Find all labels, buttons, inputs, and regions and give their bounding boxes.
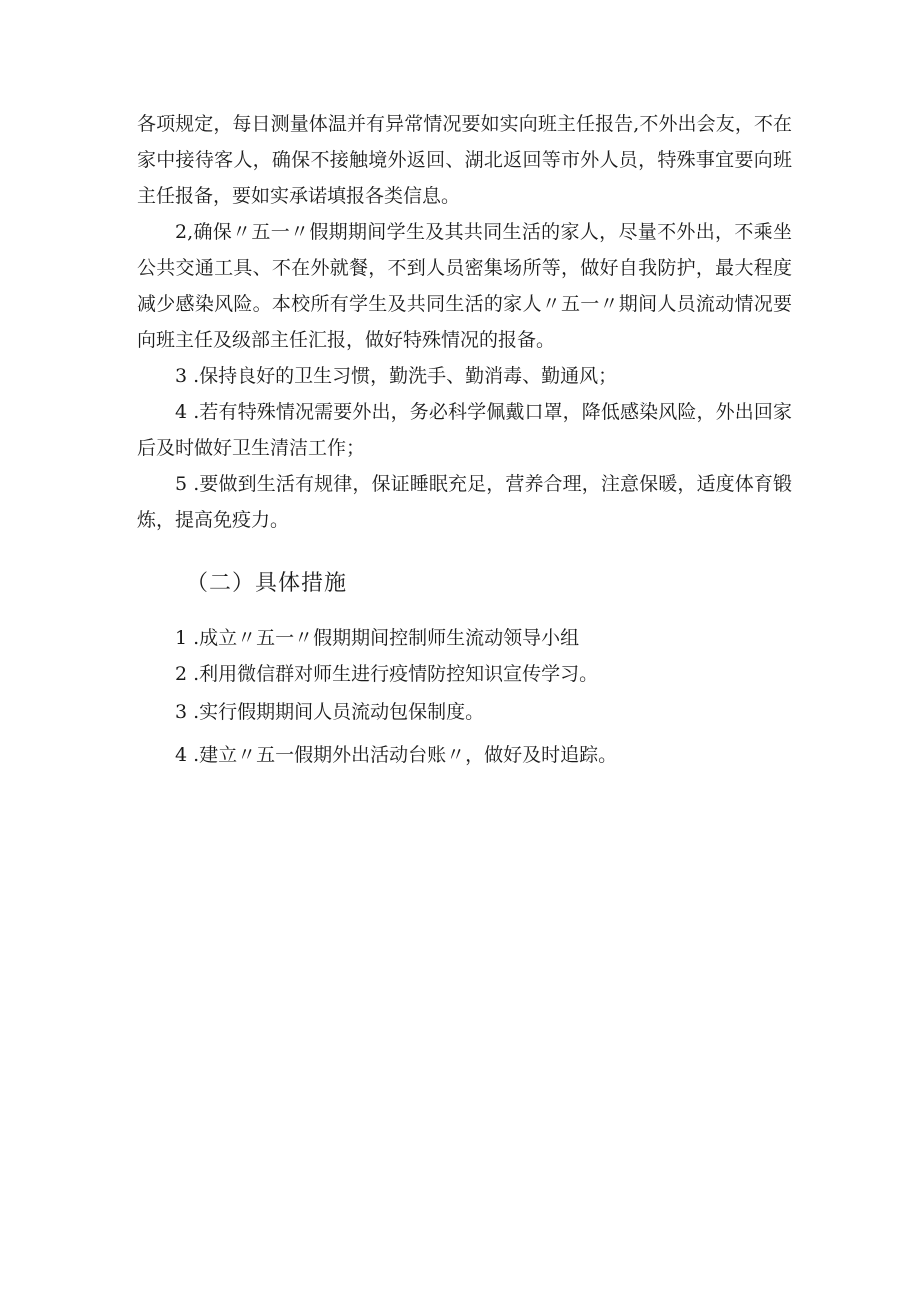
measure-item-2: 2 .利用微信群对师生进行疫情防控知识宣传学习。: [175, 663, 599, 685]
paragraph-continuation: 各项规定，每日测量体温并有异常情况要如实向班主任报告,不外出会友，不在家中接待客人，确保不接触境外返回、湖北返回等市外人员，特殊事宜要向班主任报备，要如实承诺填报各类信息。: [137, 113, 792, 207]
paragraph-item-5: 5 .要做到生活有规律，保证睡眠充足，营养合理，注意保暖，适度体育锻炼，提高免疫力。: [137, 473, 792, 531]
section-heading: （二）具体措施: [186, 571, 348, 596]
paragraph-item-3: 3 .保持良好的卫生习惯，勤洗手、勤消毒、勤通风；: [175, 365, 618, 387]
measure-item-1: 1 .成立〃五一〃假期期间控制师生流动领导小组: [175, 627, 580, 649]
paragraph-item-2: 2,确保〃五一〃假期期间学生及其共同生活的家人，尽量不外出，不乘坐公共交通工具、不在外就餐，不到人员密集场所等，做好自我防护，最大程度减少感染风险。本校所有学生及共同生活的家人〃五一〃期间人员流动情况要向班主任及级部主任汇报，做好特殊情况的报备。: [137, 221, 792, 351]
measure-item-3: 3 .实行假期期间人员流动包保制度。: [175, 701, 485, 723]
measure-item-4: 4 .建立〃五一假期外出活动台账〃，做好及时追踪。: [175, 744, 618, 766]
paragraph-item-4: 4 .若有特殊情况需要外出，务必科学佩戴口罩，降低感染风险，外出回家后及时做好卫生清洁工作；: [137, 401, 792, 459]
